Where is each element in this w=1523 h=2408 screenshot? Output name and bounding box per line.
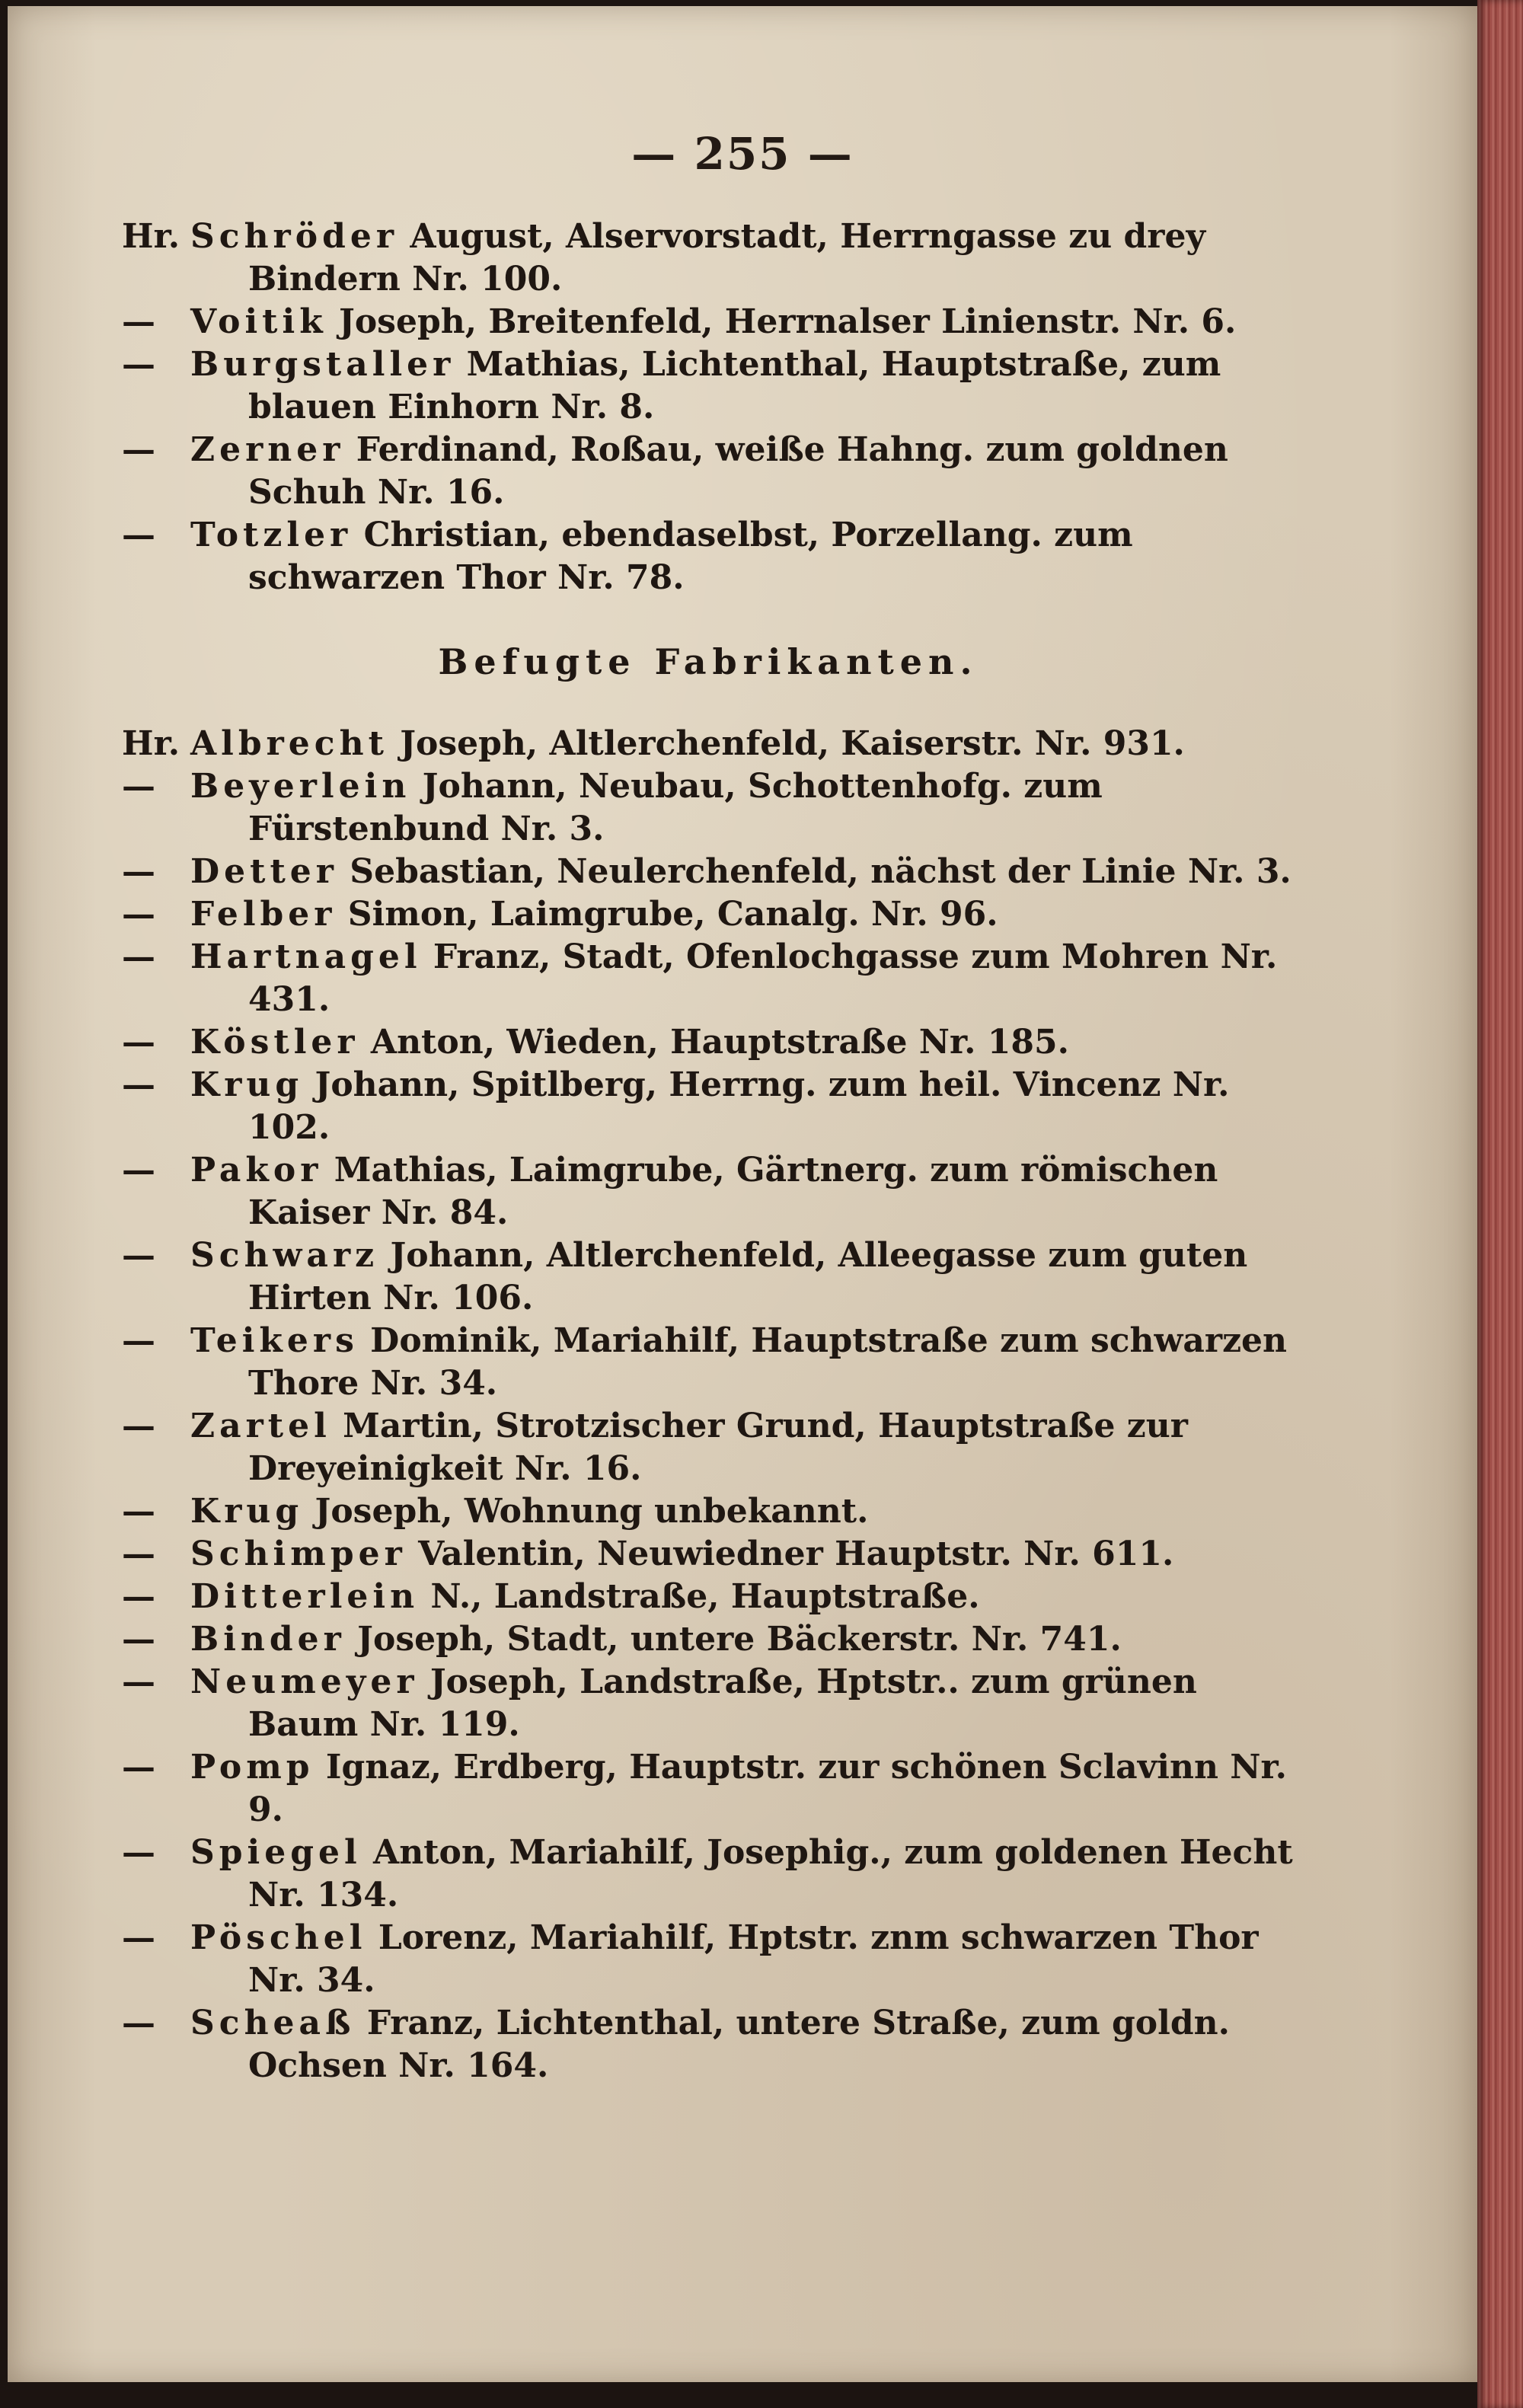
entry-address: Sebastian, Neulerchenfeld, nächst der Linie Nr. 3. [337, 852, 1292, 891]
entry-address: Anton, Mariahilf, Josephig., zum goldenen Hecht Nr. 134. [248, 1833, 1293, 1915]
entry-prefix: — [122, 1748, 155, 1787]
page-number: — 255 — [631, 128, 854, 180]
entry-text [190, 1832, 1295, 1917]
list-item [122, 851, 1295, 893]
entry-prefix: Hr. [122, 724, 180, 763]
entry-address: Joseph, Stadt, untere Bäckerstr. Nr. 741. [345, 1620, 1122, 1659]
section-heading: Befugte Fabrikanten. [438, 641, 979, 682]
entry-prefix: — [122, 345, 155, 384]
entry-text [190, 893, 1295, 936]
entry-text [190, 1405, 1295, 1490]
entry-name: Schröder [190, 217, 399, 256]
entry-address: Lorenz, Mariahilf, Hptstr. znm schwarzen Thor Nr. 34. [248, 1918, 1259, 2000]
entry-name: Krug [190, 1492, 304, 1531]
entry-text [190, 1917, 1295, 2002]
entry-text [190, 1746, 1295, 1832]
entry-prefix: — [122, 1492, 155, 1531]
craftsmen-list [122, 216, 1295, 599]
entry-prefix: — [122, 1833, 155, 1872]
list-item [122, 936, 1295, 1021]
entry-name: Köstler [190, 1023, 359, 1062]
page-content [122, 216, 1295, 2087]
entry-prefix: — [122, 430, 155, 469]
entry-prefix: — [122, 516, 155, 554]
entry-prefix: Hr. [122, 217, 180, 256]
entry-name: Totzler [190, 516, 353, 554]
entry-name: Burgstaller [190, 345, 455, 384]
entry-address: Mathias, Lichtenthal, Hauptstraße, zum blauen Einhorn Nr. 8. [248, 345, 1221, 426]
entry-text [190, 343, 1295, 429]
entry-address: Ignaz, Erdberg, Hauptstr. zur schönen Sclavinn Nr. 9. [248, 1748, 1287, 1829]
list-item [122, 1405, 1295, 1490]
list-item [122, 1490, 1295, 1533]
list-item [122, 216, 1295, 301]
entry-text [190, 1661, 1295, 1746]
entry-address: Joseph, Breitenfeld, Herrnalser Linienstr. Nr. 6. [327, 302, 1237, 341]
entry-address: Martin, Strotzischer Grund, Hauptstraße zur Dreyeinigkeit Nr. 16. [248, 1407, 1188, 1488]
entry-address: Simon, Laimgrube, Canalg. Nr. 96. [336, 895, 998, 934]
entry-prefix: — [122, 767, 155, 806]
list-item [122, 1149, 1295, 1234]
list-item [122, 1576, 1295, 1618]
entry-text [190, 765, 1295, 851]
list-item [122, 301, 1295, 343]
entry-prefix: — [122, 1620, 155, 1659]
entry-address: Mathias, Laimgrube, Gärtnerg. zum römischen Kaiser Nr. 84. [248, 1151, 1218, 1232]
entry-address: August, Alservorstadt, Herrngasse zu drey Bindern Nr. 100. [248, 217, 1206, 299]
entry-name: Zartel [190, 1407, 331, 1445]
entry-text [190, 216, 1295, 301]
entry-name: Spiegel [190, 1833, 362, 1872]
entry-prefix: — [122, 1236, 155, 1275]
entry-text [190, 1618, 1295, 1661]
entry-prefix: — [122, 1023, 155, 1062]
entry-text [190, 1533, 1295, 1576]
entry-address: Johann, Altlerchenfeld, Alleegasse zum guten Hirten Nr. 106. [248, 1236, 1248, 1317]
entry-prefix: — [122, 1321, 155, 1360]
book-page [8, 6, 1477, 2382]
list-item [122, 429, 1295, 514]
list-item [122, 1533, 1295, 1576]
entry-prefix: — [122, 895, 155, 934]
entry-address: Joseph, Altlerchenfeld, Kaiserstr. Nr. 931. [388, 724, 1185, 763]
entry-name: Beyerlein [190, 767, 411, 806]
page-edge-red [1477, 0, 1523, 2408]
entry-name: Albrecht [190, 724, 388, 763]
list-item [122, 765, 1295, 851]
entry-name: Ditterlein [190, 1577, 420, 1616]
entry-address: Johann, Neubau, Schottenhofg. zum Fürstenbund Nr. 3. [248, 767, 1103, 848]
entry-text [190, 429, 1295, 514]
entry-text [190, 851, 1295, 893]
entry-text [190, 1234, 1295, 1320]
entry-address: Christian, ebendaselbst, Porzellang. zum schwarzen Thor Nr. 78. [248, 516, 1133, 597]
entry-prefix: — [122, 852, 155, 891]
entry-name: Detter [190, 852, 338, 891]
entry-name: Zerner [190, 430, 345, 469]
entry-prefix: — [122, 2004, 155, 2042]
list-item [122, 1661, 1295, 1746]
entry-prefix: — [122, 302, 155, 341]
list-item [122, 1320, 1295, 1405]
entry-address: Dominik, Mariahilf, Hauptstraße zum schwarzen Thore Nr. 34. [248, 1321, 1288, 1403]
manufacturers-list [122, 723, 1295, 2087]
entry-text [190, 723, 1295, 765]
entry-name: Schimper [190, 1535, 407, 1573]
entry-prefix: — [122, 1151, 155, 1190]
entry-name: Pakor [190, 1151, 323, 1190]
entry-name: Hartnagel [190, 937, 422, 976]
list-item [122, 1234, 1295, 1320]
entry-name: Scheaß [190, 2004, 356, 2042]
list-item [122, 1618, 1295, 1661]
entry-text [190, 1064, 1295, 1149]
entry-address: Franz, Stadt, Ofenlochgasse zum Mohren Nr. 431. [248, 937, 1278, 1019]
entry-text [190, 936, 1295, 1021]
entry-address: Johann, Spitlberg, Herrng. zum heil. Vincenz Nr. 102. [248, 1065, 1230, 1147]
entry-text [190, 1021, 1295, 1064]
entry-prefix: — [122, 1065, 155, 1104]
entry-address: Joseph, Wohnung unbekannt. [303, 1492, 869, 1531]
entry-name: Schwarz [190, 1236, 379, 1275]
list-item [122, 1832, 1295, 1917]
list-item [122, 1917, 1295, 2002]
entry-prefix: — [122, 1662, 155, 1701]
entry-address: Valentin, Neuwiedner Hauptstr. Nr. 611. [406, 1535, 1174, 1573]
list-item [122, 2002, 1295, 2087]
list-item [122, 514, 1295, 599]
list-item [122, 893, 1295, 936]
entry-name: Binder [190, 1620, 346, 1659]
entry-address: Anton, Wieden, Hauptstraße Nr. 185. [359, 1023, 1069, 1062]
entry-text [190, 514, 1295, 599]
entry-prefix: — [122, 1577, 155, 1616]
entry-text [190, 1320, 1295, 1405]
entry-prefix: — [122, 937, 155, 976]
entry-address: N., Landstraße, Hauptstraße. [419, 1577, 980, 1616]
entry-prefix: — [122, 1918, 155, 1957]
entry-name: Pomp [190, 1748, 314, 1787]
list-item [122, 1064, 1295, 1149]
entry-name: Neumeyer [190, 1662, 419, 1701]
entry-name: Teikers [190, 1321, 359, 1360]
entry-text [190, 1149, 1295, 1234]
list-item [122, 343, 1295, 429]
entry-address: Joseph, Landstraße, Hptstr.. zum grünen Baum Nr. 119. [248, 1662, 1197, 1744]
list-item [122, 1746, 1295, 1832]
entry-text [190, 301, 1295, 343]
entry-name: Voitik [190, 302, 327, 341]
list-item [122, 723, 1295, 765]
entry-prefix: — [122, 1407, 155, 1445]
entry-name: Krug [190, 1065, 304, 1104]
list-item [122, 1021, 1295, 1064]
entry-text [190, 1576, 1295, 1618]
entry-text [190, 1490, 1295, 1533]
entry-prefix: — [122, 1535, 155, 1573]
entry-address: Franz, Lichtenthal, untere Straße, zum goldn. Ochsen Nr. 164. [248, 2004, 1230, 2085]
entry-name: Felber [190, 895, 337, 934]
entry-name: Pöschel [190, 1918, 367, 1957]
entry-text [190, 2002, 1295, 2087]
entry-address: Ferdinand, Roßau, weiße Hahng. zum goldnen Schuh Nr. 16. [248, 430, 1228, 512]
